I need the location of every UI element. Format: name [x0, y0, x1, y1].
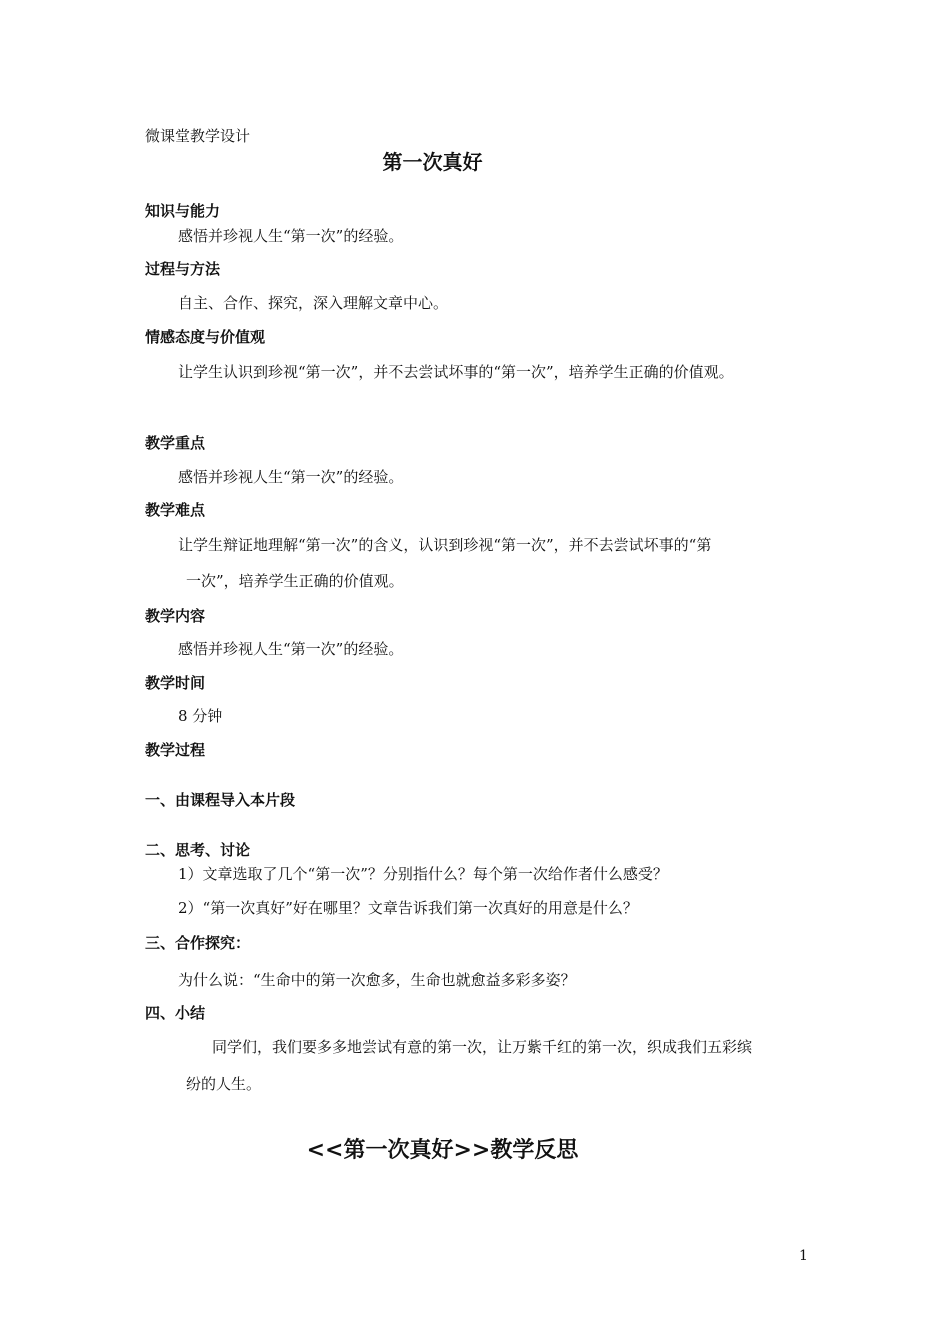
section-text-emotion-values: 让学生认识到珍视“第一次”，并不去尝试坏事的“第一次”，培养学生正确的价值观。	[178, 363, 734, 381]
step-heading-3: 三、合作探究：	[145, 934, 251, 952]
document-label: 微课堂教学设计	[145, 127, 251, 145]
document-title: 第一次真好	[382, 150, 483, 174]
section-heading-knowledge: 知识与能力	[145, 202, 221, 220]
step-text-4-line1: 同学们，我们要多多地尝试有意的第一次，让万紫千红的第一次，织成我们五彩缤	[212, 1038, 753, 1056]
reflection-title: <<第一次真好>>教学反思	[306, 1137, 579, 1163]
step-heading-4: 四、小结	[145, 1004, 206, 1022]
section-text-process-method: 自主、合作、探究，深入理解文章中心。	[178, 294, 449, 312]
section-heading-emotion-values: 情感态度与价值观	[145, 328, 266, 346]
step-heading-1: 一、由课程导入本片段	[145, 791, 296, 809]
step-text-4-line2: 纷的人生。	[186, 1075, 262, 1093]
section-text-time: 8 分钟	[178, 707, 223, 725]
step-question-2: 2）“第一次真好”好在哪里？文章告诉我们第一次真好的用意是什么？	[178, 899, 638, 917]
section-heading-content: 教学内容	[145, 607, 206, 625]
section-text-difficulty-line1: 让学生辩证地理解“第一次”的含义，认识到珍视“第一次”，并不去尝试坏事的“第	[178, 536, 712, 554]
section-text-content: 感悟并珍视人生“第一次”的经验。	[178, 640, 404, 658]
section-heading-key-point: 教学重点	[145, 434, 206, 452]
page-number: 1	[799, 1248, 808, 1264]
step-heading-2: 二、思考、讨论	[145, 841, 251, 859]
section-heading-time: 教学时间	[145, 674, 206, 692]
section-text-key-point: 感悟并珍视人生“第一次”的经验。	[178, 468, 404, 486]
section-heading-process-method: 过程与方法	[145, 260, 221, 278]
section-heading-procedure: 教学过程	[145, 741, 206, 759]
step-text-3: 为什么说：“生命中的第一次愈多，生命也就愈益多彩多姿？	[178, 971, 576, 989]
section-text-knowledge: 感悟并珍视人生“第一次”的经验。	[178, 227, 404, 245]
section-text-difficulty-line2: 一次”，培养学生正确的价值观。	[186, 572, 404, 590]
section-heading-difficulty: 教学难点	[145, 501, 206, 519]
step-question-1: 1）文章选取了几个“第一次”？分别指什么？每个第一次给作者什么感受？	[178, 865, 668, 883]
